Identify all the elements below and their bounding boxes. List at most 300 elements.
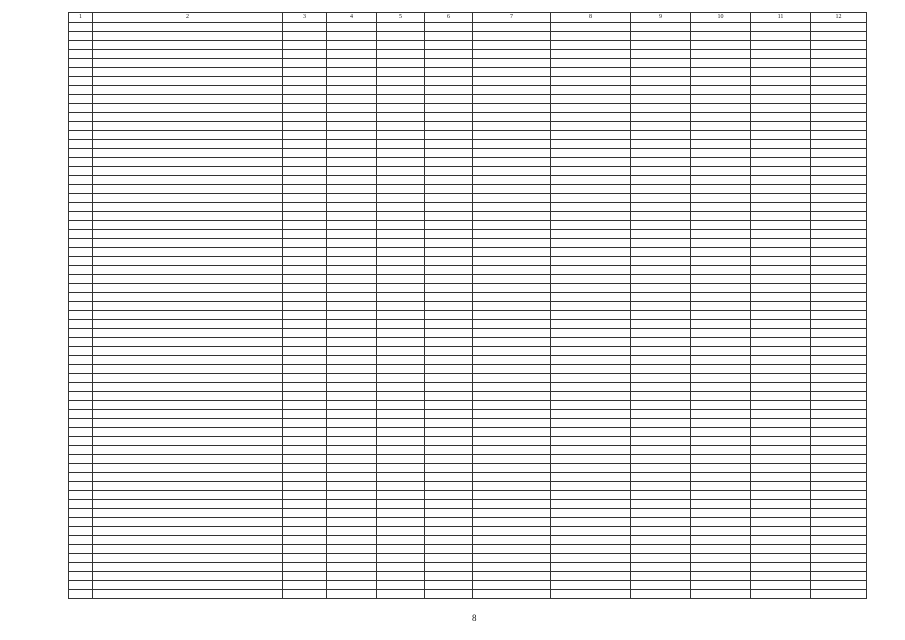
table-cell (425, 68, 473, 77)
table-cell (631, 500, 691, 509)
table-cell (327, 230, 377, 239)
table-cell (425, 590, 473, 599)
table-cell (631, 527, 691, 536)
table-cell (751, 563, 811, 572)
table-cell (473, 293, 551, 302)
table-cell (377, 464, 425, 473)
table-cell (283, 104, 327, 113)
table-cell (631, 122, 691, 131)
table-cell (631, 257, 691, 266)
table-cell (473, 329, 551, 338)
table-cell (473, 581, 551, 590)
table-cell (327, 158, 377, 167)
table-cell (377, 383, 425, 392)
table-cell (93, 122, 283, 131)
table-cell (811, 32, 867, 41)
table-cell (327, 347, 377, 356)
table-cell (631, 374, 691, 383)
table-cell (283, 203, 327, 212)
table-cell (811, 122, 867, 131)
table-cell (631, 446, 691, 455)
table-cell (631, 50, 691, 59)
table-cell (691, 239, 751, 248)
table-cell (327, 464, 377, 473)
table-row (69, 545, 867, 554)
table-cell (551, 581, 631, 590)
table-cell (751, 527, 811, 536)
table-cell (377, 500, 425, 509)
table-cell (327, 563, 377, 572)
table-cell (811, 86, 867, 95)
table-cell (327, 59, 377, 68)
table-cell (327, 572, 377, 581)
table-row (69, 257, 867, 266)
table-cell (377, 338, 425, 347)
table-cell (283, 437, 327, 446)
table-cell (631, 140, 691, 149)
table-cell (751, 167, 811, 176)
table-cell (425, 410, 473, 419)
table-cell (691, 419, 751, 428)
table-cell (425, 104, 473, 113)
table-cell (283, 320, 327, 329)
table-cell (751, 437, 811, 446)
table-cell (93, 437, 283, 446)
table-cell (551, 428, 631, 437)
table-cell (93, 284, 283, 293)
table-cell (551, 482, 631, 491)
table-cell (473, 347, 551, 356)
table-cell (69, 275, 93, 284)
table-cell (811, 563, 867, 572)
table-cell (283, 554, 327, 563)
table-cell (327, 329, 377, 338)
table-cell (691, 365, 751, 374)
table-cell (691, 140, 751, 149)
table-cell (811, 446, 867, 455)
table-cell (283, 113, 327, 122)
table-cell (473, 401, 551, 410)
table-row (69, 302, 867, 311)
table-cell (327, 104, 377, 113)
table-row (69, 248, 867, 257)
table-cell (631, 203, 691, 212)
table-cell (93, 572, 283, 581)
table-cell (327, 203, 377, 212)
table-cell (69, 95, 93, 104)
table-row (69, 563, 867, 572)
table-cell (377, 392, 425, 401)
table-cell (751, 23, 811, 32)
table-cell (377, 410, 425, 419)
table-cell (551, 392, 631, 401)
table-cell (551, 221, 631, 230)
table-cell (425, 32, 473, 41)
table-cell (811, 257, 867, 266)
table-cell (751, 248, 811, 257)
table-cell (473, 41, 551, 50)
column-number: 8 (551, 13, 631, 23)
table-cell (473, 455, 551, 464)
table-cell (377, 329, 425, 338)
table-cell (751, 482, 811, 491)
table-cell (283, 392, 327, 401)
table-cell (631, 428, 691, 437)
table-cell (93, 473, 283, 482)
table-cell (377, 50, 425, 59)
table-cell (69, 365, 93, 374)
table-cell (473, 482, 551, 491)
table-cell (551, 527, 631, 536)
table-cell (473, 428, 551, 437)
table-row (69, 50, 867, 59)
table-cell (93, 266, 283, 275)
table-cell (691, 203, 751, 212)
table-cell (811, 401, 867, 410)
table-cell (551, 347, 631, 356)
table-cell (327, 320, 377, 329)
table-cell (69, 419, 93, 428)
table-cell (551, 320, 631, 329)
table-row (69, 113, 867, 122)
table-cell (377, 248, 425, 257)
table-cell (691, 95, 751, 104)
table-cell (691, 212, 751, 221)
table-cell (811, 248, 867, 257)
table-cell (327, 50, 377, 59)
table-cell (93, 239, 283, 248)
table-cell (631, 572, 691, 581)
table-cell (811, 293, 867, 302)
table-cell (425, 464, 473, 473)
table-cell (631, 536, 691, 545)
table-cell (751, 140, 811, 149)
table-cell (691, 257, 751, 266)
table-cell (811, 419, 867, 428)
table-cell (631, 104, 691, 113)
table-cell (327, 410, 377, 419)
table-cell (283, 482, 327, 491)
table-cell (473, 563, 551, 572)
table-cell (811, 59, 867, 68)
table-cell (751, 392, 811, 401)
table-cell (283, 329, 327, 338)
table-cell (473, 95, 551, 104)
table-cell (377, 428, 425, 437)
table-cell (283, 293, 327, 302)
table-cell (425, 167, 473, 176)
table-cell (283, 545, 327, 554)
table-cell (69, 320, 93, 329)
table-cell (473, 275, 551, 284)
table-cell (283, 194, 327, 203)
table-cell (327, 581, 377, 590)
table-cell (69, 212, 93, 221)
table-cell (377, 257, 425, 266)
table-cell (691, 482, 751, 491)
table-cell (691, 590, 751, 599)
table-cell (691, 464, 751, 473)
table-cell (283, 77, 327, 86)
table-cell (631, 491, 691, 500)
table-cell (283, 581, 327, 590)
table-cell (691, 356, 751, 365)
table-cell (631, 158, 691, 167)
table-cell (473, 356, 551, 365)
table-cell (751, 95, 811, 104)
table-cell (631, 68, 691, 77)
table-cell (327, 113, 377, 122)
table-cell (631, 518, 691, 527)
table-cell (69, 239, 93, 248)
table-cell (551, 194, 631, 203)
table-cell (551, 455, 631, 464)
table-cell (327, 167, 377, 176)
table-cell (811, 365, 867, 374)
column-number: 1 (69, 13, 93, 23)
table-cell (551, 104, 631, 113)
table-cell (551, 554, 631, 563)
table-cell (69, 563, 93, 572)
table-cell (377, 293, 425, 302)
table-cell (327, 185, 377, 194)
table-cell (473, 194, 551, 203)
table-cell (473, 176, 551, 185)
table-cell (327, 437, 377, 446)
table-cell (283, 572, 327, 581)
table-cell (283, 302, 327, 311)
table-cell (93, 203, 283, 212)
table-cell (691, 248, 751, 257)
table-row (69, 284, 867, 293)
table-cell (69, 383, 93, 392)
table-row (69, 590, 867, 599)
table-cell (691, 23, 751, 32)
table-cell (811, 383, 867, 392)
table-cell (631, 284, 691, 293)
table-cell (283, 563, 327, 572)
table-cell (283, 221, 327, 230)
table-row (69, 239, 867, 248)
table-cell (691, 428, 751, 437)
table-cell (751, 365, 811, 374)
table-row (69, 68, 867, 77)
table-cell (473, 572, 551, 581)
table-cell (691, 329, 751, 338)
table-cell (377, 356, 425, 365)
table-cell (691, 50, 751, 59)
table-cell (751, 590, 811, 599)
table-cell (377, 113, 425, 122)
table-cell (425, 563, 473, 572)
table-cell (93, 302, 283, 311)
table-cell (425, 509, 473, 518)
table-cell (631, 563, 691, 572)
table-cell (551, 266, 631, 275)
column-number: 3 (283, 13, 327, 23)
table-row (69, 59, 867, 68)
table-cell (69, 257, 93, 266)
table-row (69, 572, 867, 581)
table-cell (811, 437, 867, 446)
table-cell (691, 104, 751, 113)
table-cell (751, 275, 811, 284)
table-cell (551, 113, 631, 122)
table-cell (425, 176, 473, 185)
table-cell (811, 320, 867, 329)
table-row (69, 329, 867, 338)
table-cell (93, 257, 283, 266)
table-cell (425, 347, 473, 356)
column-number: 9 (631, 13, 691, 23)
table-cell (283, 527, 327, 536)
table-cell (751, 509, 811, 518)
table-cell (377, 176, 425, 185)
table-cell (283, 464, 327, 473)
table-cell (751, 32, 811, 41)
table-cell (327, 95, 377, 104)
column-number: 7 (473, 13, 551, 23)
table-cell (283, 50, 327, 59)
column-number: 12 (811, 13, 867, 23)
table-cell (377, 68, 425, 77)
table-cell (551, 23, 631, 32)
table-cell (631, 113, 691, 122)
table-cell (751, 572, 811, 581)
table-cell (691, 68, 751, 77)
table-cell (425, 329, 473, 338)
table-row (69, 266, 867, 275)
table-cell (631, 41, 691, 50)
table-cell (691, 473, 751, 482)
table-cell (751, 518, 811, 527)
table-cell (377, 23, 425, 32)
table-cell (425, 266, 473, 275)
table-cell (551, 545, 631, 554)
table-cell (473, 554, 551, 563)
table-cell (377, 437, 425, 446)
table-cell (811, 428, 867, 437)
table-row (69, 149, 867, 158)
table-row (69, 32, 867, 41)
table-cell (93, 248, 283, 257)
table-cell (69, 311, 93, 320)
table-cell (93, 68, 283, 77)
table-cell (327, 446, 377, 455)
table-cell (425, 59, 473, 68)
table-cell (69, 482, 93, 491)
table-cell (283, 122, 327, 131)
table-cell (551, 338, 631, 347)
table-cell (69, 68, 93, 77)
table-cell (425, 140, 473, 149)
table-row (69, 437, 867, 446)
table-cell (473, 509, 551, 518)
table-cell (327, 518, 377, 527)
table-cell (631, 266, 691, 275)
table-cell (327, 77, 377, 86)
table-cell (327, 86, 377, 95)
table-cell (691, 572, 751, 581)
table-cell (691, 221, 751, 230)
table-cell (93, 95, 283, 104)
table-row (69, 41, 867, 50)
table-cell (473, 536, 551, 545)
table-cell (283, 311, 327, 320)
table-cell (327, 536, 377, 545)
table-cell (425, 23, 473, 32)
table-cell (691, 455, 751, 464)
table-cell (69, 500, 93, 509)
table-cell (551, 473, 631, 482)
table-cell (93, 320, 283, 329)
table-cell (69, 302, 93, 311)
table-cell (425, 275, 473, 284)
table-cell (811, 329, 867, 338)
table-cell (327, 32, 377, 41)
table-cell (691, 266, 751, 275)
table-cell (93, 554, 283, 563)
table-cell (551, 122, 631, 131)
table-cell (69, 518, 93, 527)
table-cell (551, 140, 631, 149)
table-cell (551, 500, 631, 509)
table-cell (751, 455, 811, 464)
table-cell (551, 464, 631, 473)
table-cell (327, 248, 377, 257)
table-cell (631, 230, 691, 239)
table-cell (751, 554, 811, 563)
table-cell (327, 176, 377, 185)
table-cell (811, 347, 867, 356)
table-cell (93, 590, 283, 599)
table-cell (93, 356, 283, 365)
table-row (69, 131, 867, 140)
table-cell (473, 545, 551, 554)
table-cell (551, 59, 631, 68)
table-cell (69, 428, 93, 437)
table-cell (473, 590, 551, 599)
table-cell (69, 131, 93, 140)
table-cell (69, 491, 93, 500)
table-cell (751, 410, 811, 419)
table-cell (425, 491, 473, 500)
table-cell (811, 41, 867, 50)
table-cell (473, 365, 551, 374)
table-cell (631, 554, 691, 563)
table-cell (377, 302, 425, 311)
table-cell (811, 140, 867, 149)
table-cell (425, 113, 473, 122)
table-cell (473, 302, 551, 311)
table-cell (283, 86, 327, 95)
table-cell (691, 383, 751, 392)
table-cell (283, 158, 327, 167)
table-cell (691, 563, 751, 572)
table-cell (811, 374, 867, 383)
table-cell (327, 23, 377, 32)
table-cell (69, 356, 93, 365)
table-row (69, 374, 867, 383)
column-number: 10 (691, 13, 751, 23)
table-cell (473, 446, 551, 455)
table-cell (691, 293, 751, 302)
table-cell (93, 518, 283, 527)
table-cell (551, 536, 631, 545)
table-cell (93, 374, 283, 383)
table-cell (283, 374, 327, 383)
table-cell (69, 113, 93, 122)
